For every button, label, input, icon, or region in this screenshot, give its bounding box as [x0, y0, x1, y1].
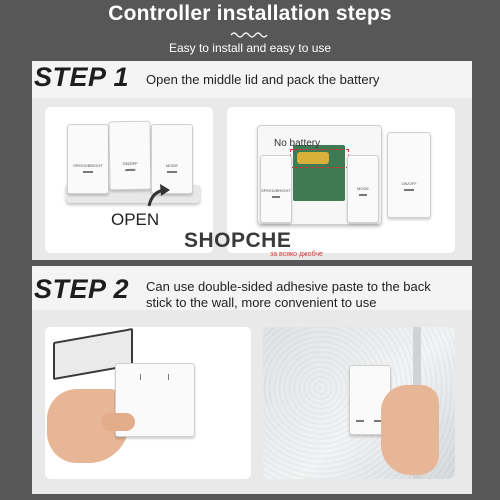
switch-button-right-label: MODE	[166, 163, 178, 168]
step2-text-line1: Can use double-sided adhesive paste to the back	[146, 279, 431, 294]
switch-button-middle-label: ON/OFF	[122, 160, 138, 167]
no-battery-annotation: No battery	[274, 138, 321, 149]
battery-highlight-box	[290, 149, 349, 168]
step2-image-wall-mount	[263, 327, 455, 479]
base-button-right	[347, 155, 379, 223]
base-button-left-label: SPEED/BRIGHT	[261, 188, 291, 193]
switch-indicator-line	[140, 374, 141, 380]
switch-indicator-line	[83, 171, 93, 173]
base-button-left	[260, 155, 292, 223]
step2-text-line2: stick to the wall, more convenient to use	[146, 295, 377, 310]
switch-button-middle	[108, 121, 151, 191]
switch-button-left-label: SPEED/BRIGHT	[73, 163, 103, 168]
switch-indicator-line	[404, 189, 414, 191]
base-button-right-label: MODE	[357, 186, 369, 191]
decorative-squiggle	[230, 30, 270, 38]
brand-tagline: за всяко джобче	[270, 251, 323, 258]
switch-indicator-line	[168, 374, 169, 380]
curved-arrow-icon	[144, 182, 174, 208]
switch-button-left	[67, 124, 109, 194]
step2-image-adhesive	[45, 327, 251, 479]
page-subtitle: Easy to install and easy to use	[168, 41, 332, 55]
hand	[381, 385, 439, 475]
switch-indicator-line	[125, 169, 135, 171]
brand-watermark: SHOPCHE	[184, 229, 292, 252]
switch-indicator-line	[359, 194, 367, 196]
thumb	[101, 413, 135, 431]
step1-text: Open the middle lid and pack the battery	[146, 72, 380, 87]
remote-lid-label: ON/OFF	[401, 181, 417, 186]
step1-label: STEP 1	[34, 62, 130, 92]
switch-indicator-line	[356, 420, 364, 422]
switch-indicator-line	[167, 171, 177, 173]
remote-lid	[387, 132, 431, 218]
open-caption: OPEN	[111, 210, 160, 229]
switch-indicator-line	[272, 196, 280, 198]
step2-label: STEP 2	[34, 274, 130, 304]
page-title: Controller installation steps	[108, 2, 392, 25]
